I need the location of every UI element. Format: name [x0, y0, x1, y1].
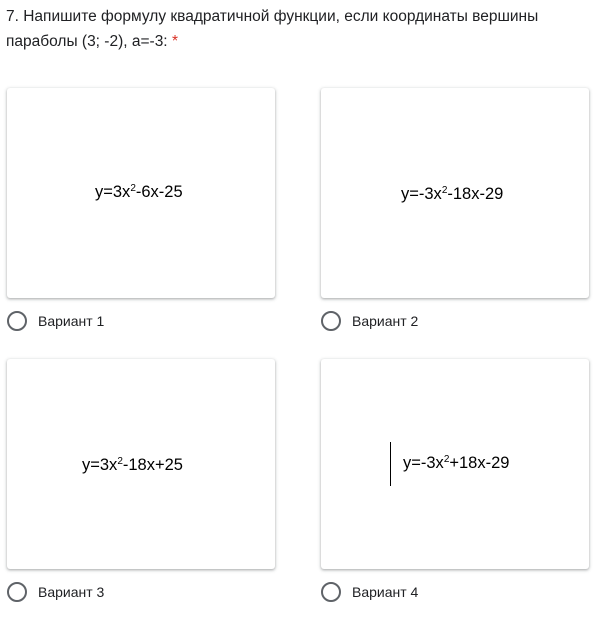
option-1-formula [95, 183, 183, 202]
option-2-image-card[interactable] [321, 88, 589, 298]
option-4-choice[interactable] [321, 581, 418, 603]
option-4-label: Вариант 4 [352, 584, 419, 600]
option-4-image-card[interactable] [321, 359, 589, 569]
formula-rest: -6x-25 [135, 183, 183, 201]
option-3-image-card[interactable] [7, 359, 275, 569]
formula-base: y=-3x [401, 185, 442, 203]
question-title [6, 4, 592, 54]
radio-button-2[interactable] [321, 311, 341, 331]
required-asterisk: * [171, 33, 178, 50]
option-4-formula [403, 454, 509, 473]
formula-rest: +18x-29 [449, 454, 510, 472]
option-3-label: Вариант 3 [38, 584, 105, 600]
formula-exponent: 2 [117, 456, 123, 467]
radio-button-4[interactable] [321, 582, 341, 602]
formula-base: y=3x [82, 456, 118, 474]
option-1-choice[interactable] [7, 310, 104, 332]
formula-rest: -18x+25 [122, 456, 183, 474]
option-1-label: Вариант 1 [38, 313, 105, 329]
option-1-image-card[interactable] [7, 88, 275, 298]
radio-button-1[interactable] [7, 311, 27, 331]
text-cursor-line [390, 442, 391, 486]
option-3-choice[interactable] [7, 581, 104, 603]
formula-base: y=-3x [403, 454, 444, 472]
formula-base: y=3x [95, 183, 131, 201]
formula-exponent: 2 [441, 185, 448, 196]
option-2-label: Вариант 2 [352, 313, 419, 329]
radio-button-3[interactable] [7, 582, 27, 602]
question-text: 7. Напишите формулу квадратичной функции, если координаты вершины параболы (3; -2), а=-3: [6, 8, 539, 50]
formula-rest: -18x-29 [447, 185, 504, 203]
formula-exponent: 2 [443, 454, 450, 465]
option-2-choice[interactable] [321, 310, 418, 332]
option-2-formula [401, 185, 503, 204]
option-3-formula [82, 456, 183, 475]
formula-exponent: 2 [130, 183, 136, 194]
